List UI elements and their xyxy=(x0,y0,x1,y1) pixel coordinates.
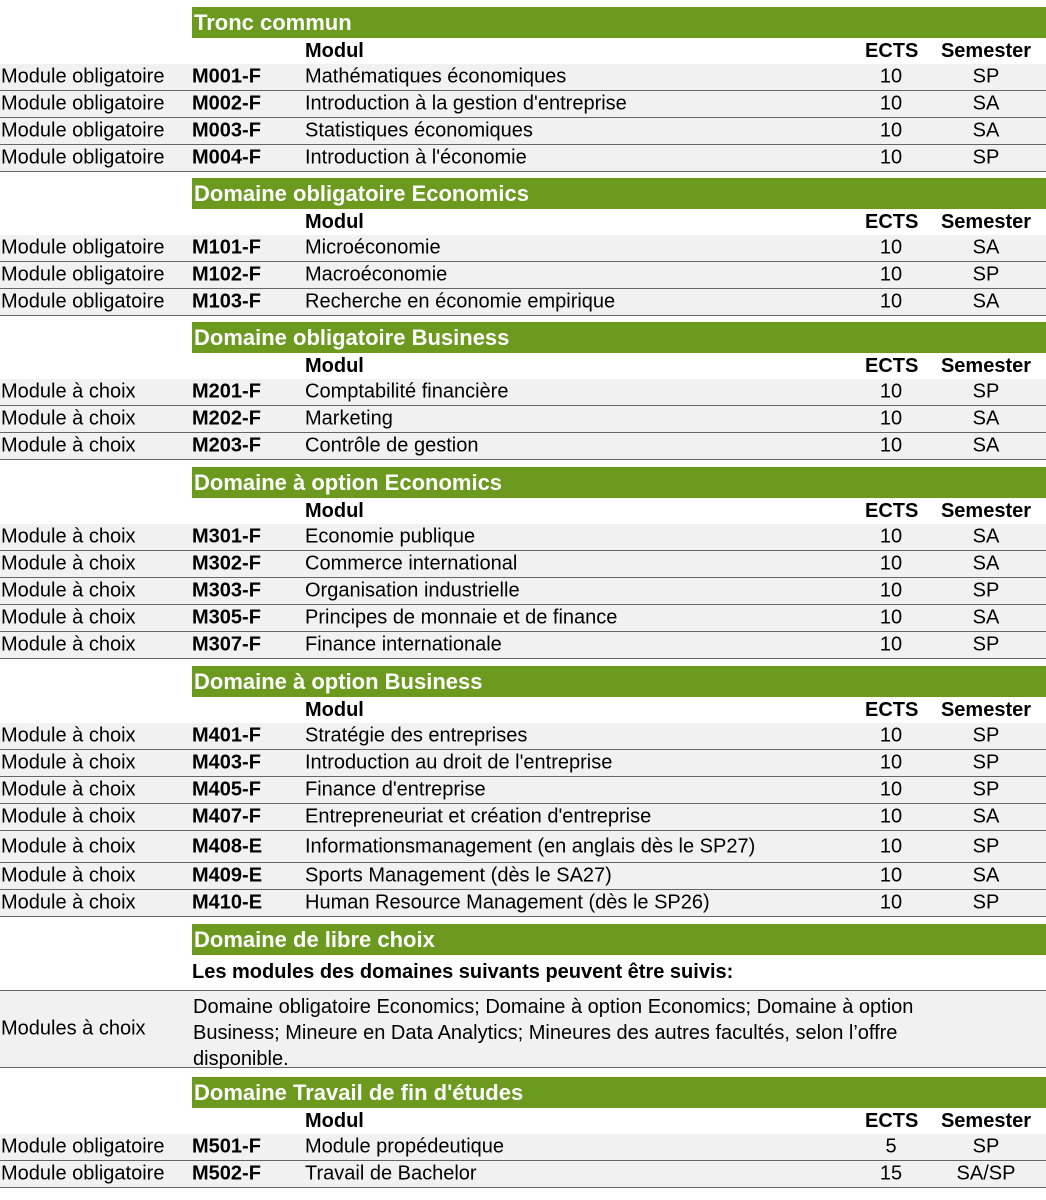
module-ects: 10 xyxy=(879,835,903,857)
free-choice-row xyxy=(0,990,1046,1068)
module-type: Module obligatoire xyxy=(1,1162,165,1185)
column-header xyxy=(0,1108,1046,1135)
col-semester: Semester xyxy=(940,699,1032,721)
section-title: Domaine de libre choix xyxy=(192,924,1046,955)
module-semester: SA xyxy=(972,434,1000,457)
module-ects: 10 xyxy=(879,290,903,313)
module-ects: 10 xyxy=(879,92,903,115)
module-type: Module à choix xyxy=(1,380,136,403)
table-row xyxy=(0,1134,1046,1161)
module-semester: SP xyxy=(972,778,1000,801)
table-row xyxy=(0,578,1046,605)
section-title: Domaine obligatoire Business xyxy=(192,322,1046,353)
table-row xyxy=(0,863,1046,890)
module-ects: 10 xyxy=(879,434,903,457)
module-code: M307-F xyxy=(192,633,261,656)
col-ects: ECTS xyxy=(865,211,919,233)
module-code: M301-F xyxy=(192,525,261,548)
module-code: M409-E xyxy=(192,864,263,887)
module-ects: 10 xyxy=(879,606,903,629)
table-row xyxy=(0,831,1046,863)
table-row xyxy=(0,605,1046,632)
module-semester: SA xyxy=(972,805,1000,828)
module-semester: SA xyxy=(972,864,1000,887)
module-semester: SP xyxy=(972,380,1000,403)
module-code: M408-E xyxy=(192,835,263,857)
module-code: M407-F xyxy=(192,805,261,828)
table-row xyxy=(0,890,1046,917)
table-row xyxy=(0,777,1046,804)
module-type: Module à choix xyxy=(1,633,136,656)
module-type: Module obligatoire xyxy=(1,146,165,169)
module-ects: 10 xyxy=(879,380,903,403)
free-choice-note: Les modules des domaines suivants peuvent être suivis: xyxy=(192,961,734,983)
col-semester: Semester xyxy=(940,500,1032,522)
module-ects: 10 xyxy=(879,751,903,774)
section-title: Domaine à option Economics xyxy=(192,467,1046,498)
module-semester: SA xyxy=(972,119,1000,142)
module-title: Introduction à l'économie xyxy=(305,146,527,169)
module-code: M303-F xyxy=(192,579,261,602)
module-title: Contrôle de gestion xyxy=(305,434,479,457)
module-code: M410-E xyxy=(192,891,263,914)
module-title: Finance internationale xyxy=(305,633,502,656)
module-ects: 10 xyxy=(879,633,903,656)
module-code: M103-F xyxy=(192,290,261,313)
table-row xyxy=(0,406,1046,433)
free-choice-type: Modules à choix xyxy=(1,1017,146,1040)
module-semester: SP xyxy=(972,835,1000,857)
module-code: M501-F xyxy=(192,1135,261,1158)
table-row xyxy=(0,379,1046,406)
module-semester: SP xyxy=(972,891,1000,914)
table-row xyxy=(0,524,1046,551)
module-type: Module obligatoire xyxy=(1,290,165,313)
module-ects: 10 xyxy=(879,146,903,169)
module-code: M002-F xyxy=(192,92,261,115)
col-semester: Semester xyxy=(940,211,1032,233)
module-code: M202-F xyxy=(192,407,261,430)
module-code: M004-F xyxy=(192,146,261,169)
module-type: Module à choix xyxy=(1,891,136,914)
module-title: Macroéconomie xyxy=(305,263,448,286)
table-row xyxy=(0,804,1046,831)
module-type: Module à choix xyxy=(1,724,136,747)
module-code: M403-F xyxy=(192,751,261,774)
table-row xyxy=(0,262,1046,289)
col-ects: ECTS xyxy=(865,40,919,62)
col-modul: Modul xyxy=(305,1110,364,1132)
module-semester: SA xyxy=(972,236,1000,259)
free-choice-description: Domaine obligatoire Economics; Domaine à option Economics; Domaine à option Business; Mineure en Data Analytics; Mineures des autres facultés, selon l’offre disponible. xyxy=(193,996,914,1070)
module-semester: SP xyxy=(972,1135,1000,1158)
col-modul: Modul xyxy=(305,40,364,62)
module-semester: SA xyxy=(972,525,1000,548)
module-semester: SP xyxy=(972,633,1000,656)
module-semester: SA/SP xyxy=(956,1162,1016,1185)
column-header xyxy=(0,38,1046,65)
module-code: M203-F xyxy=(192,434,261,457)
module-title: Finance d'entreprise xyxy=(305,778,486,801)
module-code: M201-F xyxy=(192,380,261,403)
module-code: M405-F xyxy=(192,778,261,801)
module-semester: SA xyxy=(972,290,1000,313)
column-header xyxy=(0,697,1046,724)
module-ects: 10 xyxy=(879,236,903,259)
module-semester: SP xyxy=(972,724,1000,747)
module-type: Module obligatoire xyxy=(1,92,165,115)
column-header xyxy=(0,498,1046,525)
module-title: Informationsmanagement (en anglais dès le SP27) xyxy=(305,835,756,857)
section-title: Domaine à option Business xyxy=(192,666,1046,697)
module-title: Travail de Bachelor xyxy=(305,1162,477,1185)
module-ects: 10 xyxy=(879,891,903,914)
table-row xyxy=(0,1161,1046,1188)
module-ects: 5 xyxy=(885,1135,897,1158)
table-row xyxy=(0,433,1046,460)
module-type: Module à choix xyxy=(1,864,136,887)
table-row xyxy=(0,145,1046,172)
module-ects: 10 xyxy=(879,778,903,801)
module-type: Module à choix xyxy=(1,579,136,602)
module-type: Module à choix xyxy=(1,835,136,857)
col-ects: ECTS xyxy=(865,500,919,522)
module-ects: 10 xyxy=(879,579,903,602)
module-title: Entrepreneuriat et création d'entreprise xyxy=(305,805,652,828)
col-semester: Semester xyxy=(940,40,1032,62)
section-title: Tronc commun xyxy=(192,7,1046,38)
col-ects: ECTS xyxy=(865,355,919,377)
col-modul: Modul xyxy=(305,355,364,377)
module-type: Module obligatoire xyxy=(1,236,165,259)
module-semester: SP xyxy=(972,146,1000,169)
table-row xyxy=(0,632,1046,659)
table-row xyxy=(0,289,1046,316)
col-semester: Semester xyxy=(940,1110,1032,1132)
col-ects: ECTS xyxy=(865,699,919,721)
module-code: M502-F xyxy=(192,1162,261,1185)
module-type: Module à choix xyxy=(1,407,136,430)
column-header xyxy=(0,353,1046,380)
module-title: Comptabilité financière xyxy=(305,380,509,403)
module-semester: SA xyxy=(972,552,1000,575)
module-title: Human Resource Management (dès le SP26) xyxy=(305,891,710,914)
module-title: Organisation industrielle xyxy=(305,579,520,602)
module-type: Module à choix xyxy=(1,778,136,801)
module-ects: 10 xyxy=(879,65,903,88)
column-header xyxy=(0,209,1046,236)
module-type: Module à choix xyxy=(1,751,136,774)
col-ects: ECTS xyxy=(865,1110,919,1132)
module-title: Module propédeutique xyxy=(305,1135,505,1158)
module-title: Sports Management (dès le SA27) xyxy=(305,864,612,887)
module-semester: SA xyxy=(972,407,1000,430)
module-ects: 10 xyxy=(879,525,903,548)
table-row xyxy=(0,118,1046,145)
module-title: Economie publique xyxy=(305,525,476,548)
module-title: Mathématiques économiques xyxy=(305,65,567,88)
module-title: Introduction au droit de l'entreprise xyxy=(305,751,613,774)
table-row xyxy=(0,64,1046,91)
module-semester: SP xyxy=(972,263,1000,286)
module-ects: 10 xyxy=(879,864,903,887)
module-title: Recherche en économie empirique xyxy=(305,290,616,313)
module-code: M401-F xyxy=(192,724,261,747)
module-semester: SA xyxy=(972,92,1000,115)
module-semester: SA xyxy=(972,606,1000,629)
module-type: Module obligatoire xyxy=(1,263,165,286)
module-code: M001-F xyxy=(192,65,261,88)
module-title: Introduction à la gestion d'entreprise xyxy=(305,92,627,115)
section-title: Domaine Travail de fin d'études xyxy=(192,1077,1046,1108)
col-modul: Modul xyxy=(305,699,364,721)
module-code: M003-F xyxy=(192,119,261,142)
module-title: Microéconomie xyxy=(305,236,441,259)
module-title: Marketing xyxy=(305,407,393,430)
section-title: Domaine obligatoire Economics xyxy=(192,178,1046,209)
module-title: Principes de monnaie et de finance xyxy=(305,606,618,629)
table-row xyxy=(0,723,1046,750)
module-type: Module à choix xyxy=(1,525,136,548)
table-row xyxy=(0,91,1046,118)
table-row xyxy=(0,750,1046,777)
module-type: Module à choix xyxy=(1,552,136,575)
module-type: Module obligatoire xyxy=(1,65,165,88)
module-ects: 10 xyxy=(879,263,903,286)
module-code: M305-F xyxy=(192,606,261,629)
module-semester: SP xyxy=(972,751,1000,774)
module-code: M102-F xyxy=(192,263,261,286)
module-ects: 10 xyxy=(879,805,903,828)
col-modul: Modul xyxy=(305,211,364,233)
col-semester: Semester xyxy=(940,355,1032,377)
module-code: M101-F xyxy=(192,236,261,259)
table-row xyxy=(0,235,1046,262)
module-ects: 10 xyxy=(879,552,903,575)
module-ects: 15 xyxy=(879,1162,903,1185)
module-semester: SP xyxy=(972,65,1000,88)
col-modul: Modul xyxy=(305,500,364,522)
module-type: Module obligatoire xyxy=(1,119,165,142)
module-title: Stratégie des entreprises xyxy=(305,724,528,747)
module-type: Module obligatoire xyxy=(1,1135,165,1158)
module-title: Commerce international xyxy=(305,552,518,575)
module-type: Module à choix xyxy=(1,805,136,828)
module-ects: 10 xyxy=(879,119,903,142)
module-ects: 10 xyxy=(879,407,903,430)
module-ects: 10 xyxy=(879,724,903,747)
module-type: Module à choix xyxy=(1,434,136,457)
module-semester: SP xyxy=(972,579,1000,602)
table-row xyxy=(0,551,1046,578)
module-code: M302-F xyxy=(192,552,261,575)
module-title: Statistiques économiques xyxy=(305,119,533,142)
module-type: Module à choix xyxy=(1,606,136,629)
